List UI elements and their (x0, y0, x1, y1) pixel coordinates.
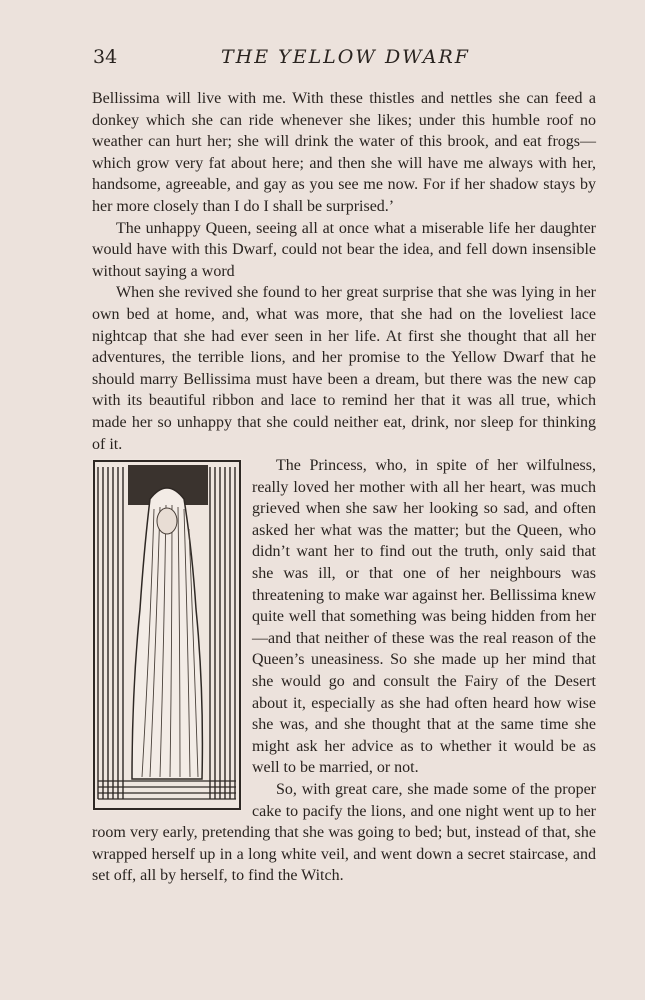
page-header (93, 46, 598, 76)
body-text (92, 88, 596, 887)
paragraph-5: So, with great care, she made some of the proper cake to pacify the lions, and one night went up to her room very early, pretending that she was going to bed; but, instead of that, she wrapped herself up in a long white veil, and went down a secret staircase, and set off, all by herself, to find the Witch. (92, 781, 596, 885)
paragraph-4: The Princess, who, in spite of her wilfulness, really loved her mother with all her heart, was much grieved when she saw her looking so sad, and often asked her what was the matter; but the Queen, who didn’t want her to find out the truth, only said that she was ill, or that one of her neighbours was threatening to make war against her. Bellissima knew quite well that something was being hidden from her—and that neither of these was the real reason of the Queen’s uneasiness. So she made up her mind that she would go and consult the Fairy of the Desert about it, especially as she had often heard how wise she was, and she thought that at the same time she might ask her advice as to whether it would be as well to be married, or not. (252, 457, 596, 777)
running-title: THE YELLOW DWARF (221, 46, 470, 68)
paragraph-3: When she revived she found to her great surprise that she was lying in her own bed at home, and, what was more, that she had on the loveliest lace nightcap that she had ever seen in her life. At first she thought that all her adventures, the terrible lions, and her promise to the Yellow Dwarf that he should marry Bellissima must have been a dream, but there was the new cap with its beautiful ribbon and lace to remind her that it was all true, which made her so unhappy that she could neither eat, drink, nor sleep for thinking of it. (92, 284, 596, 453)
page-number: 34 (93, 46, 118, 68)
paragraph-2: The unhappy Queen, seeing all at once what a miserable life her daughter would have with this Dwarf, could not bear the idea, and fell down insensible without saying a word (92, 219, 596, 280)
woodcut-veiled-woman-illustration (92, 459, 242, 811)
paragraph-1: Bellissima will live with me. With these thistles and nettles she can feed a donkey which she can ride whenever she likes; under this humble roof no weather can hurt her; she will drink the water of this brook, and eat frogs—which grow very fat about here; and then she will have me always with her, handsome, agreeable, and gay as you see me now. For if her shadow stays by her more closely than I do I shall be surprised.’ (92, 90, 596, 215)
